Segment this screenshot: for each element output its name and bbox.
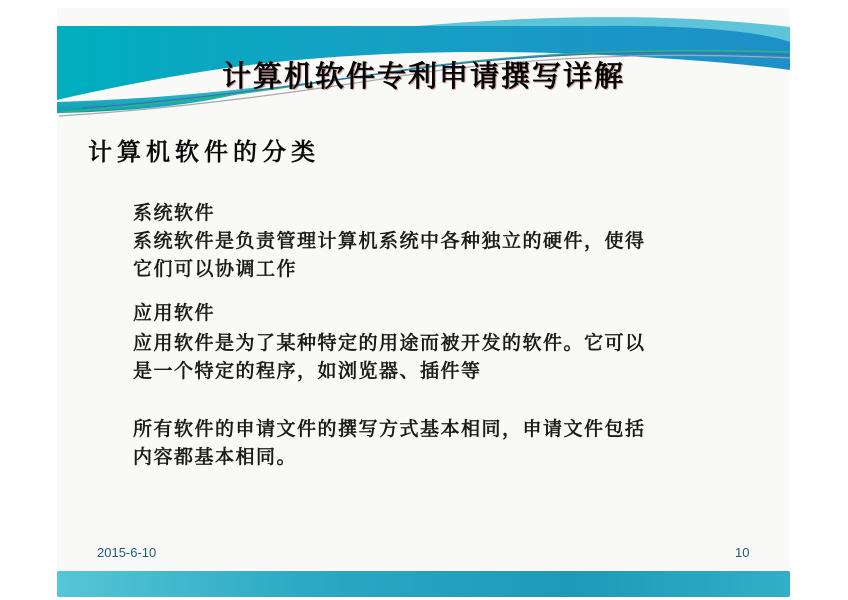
block3-line2: 内容都基本相同。 [133, 447, 298, 468]
block2-line2: 是一个特定的程序，如浏览器、插件等 [133, 361, 482, 382]
block1-line2: 它们可以协调工作 [133, 259, 298, 280]
slide-title: 计算机软件专利申请撰写详解 [221, 61, 625, 93]
block3-paragraph [133, 416, 646, 472]
block1-paragraph [133, 228, 646, 284]
block2-line1: 应用软件是为了某种特定的用途而被开发的软件。它可以 [133, 333, 646, 354]
block2-paragraph [133, 330, 646, 386]
block1-line1: 系统软件是负责管理计算机系统中各种独立的硬件，使得 [133, 231, 646, 252]
slide-canvas [57, 8, 790, 572]
block2-label: 应用软件 [133, 303, 216, 324]
block1-label: 系统软件 [133, 203, 216, 224]
footer-bar-graphic [57, 571, 790, 597]
footer-page-number: 10 [735, 545, 750, 560]
block3-line1: 所有软件的申请文件的撰写方式基本相同，申请文件包括 [133, 419, 646, 440]
footer-date: 2015-6-10 [97, 545, 157, 560]
section-heading: 计算机软件的分类 [88, 140, 320, 166]
